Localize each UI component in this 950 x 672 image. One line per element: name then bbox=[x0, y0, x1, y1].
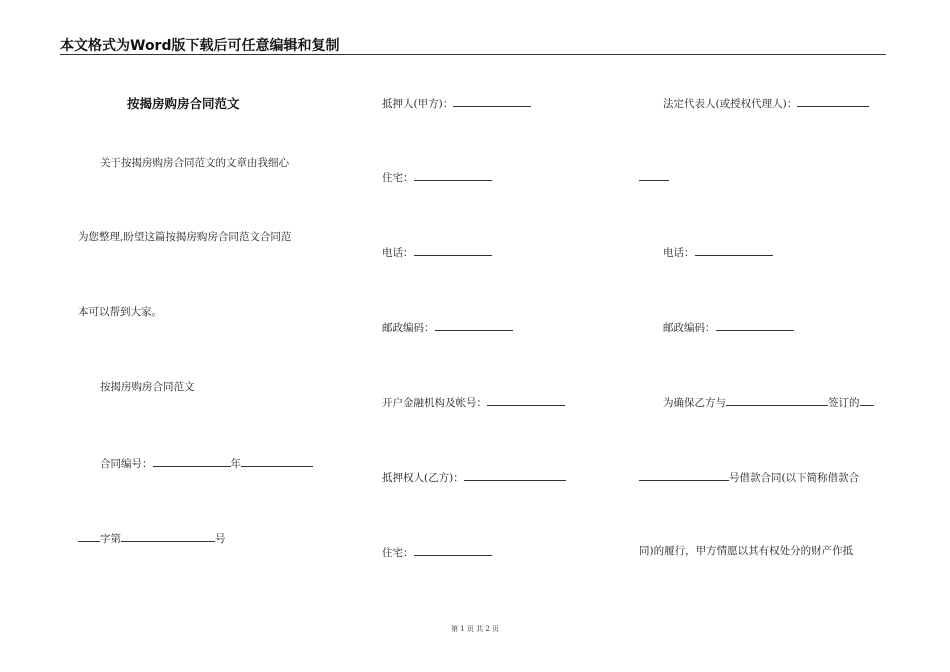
intro-line-3: 本可以帮到大家。 bbox=[78, 306, 162, 318]
serial-number-blank bbox=[121, 529, 215, 542]
loan-contract-number-blank bbox=[639, 468, 729, 481]
postcode-label-1: 邮政编码： bbox=[382, 322, 435, 334]
contract-number-label: 合同编号： bbox=[100, 458, 153, 470]
ensure-text-1: 为确保乙方与 bbox=[663, 397, 726, 409]
bank-account-blank bbox=[487, 393, 565, 406]
performance-clause-line: 同)的履行，甲方情愿以其有权处分的财产作抵 bbox=[639, 545, 854, 557]
document-title: 按揭房购房合同范文 bbox=[127, 96, 240, 111]
phone-blank-2 bbox=[695, 243, 773, 256]
legal-representative-continuation bbox=[639, 168, 669, 184]
postcode-blank-2 bbox=[716, 318, 794, 331]
intro-line-2: 为您整理,盼望这篇按揭房购房合同范文合同范 bbox=[78, 231, 292, 243]
mortgagor-label: 抵押人(甲方)： bbox=[382, 98, 454, 110]
mortgagor-line bbox=[382, 94, 531, 111]
document-header: 本文格式为Word版下载后可任意编辑和复制 bbox=[60, 38, 340, 54]
intro-line-1: 关于按揭房购房合同范文的文章由我细心 bbox=[100, 157, 289, 169]
residence-blank-2 bbox=[414, 543, 492, 556]
ensure-clause-line bbox=[663, 393, 874, 410]
residence-line-1 bbox=[382, 168, 492, 185]
mortgagor-blank bbox=[453, 94, 531, 107]
section-subtitle: 按揭房购房合同范文 bbox=[100, 381, 195, 393]
postcode-label-2: 邮政编码： bbox=[663, 322, 716, 334]
loan-contract-line bbox=[639, 468, 859, 485]
bank-account-line bbox=[382, 393, 565, 410]
contract-number-line bbox=[100, 454, 313, 471]
header-rule bbox=[60, 54, 886, 55]
phone-label-1: 电话： bbox=[382, 247, 414, 259]
legal-representative-blank-continued bbox=[639, 168, 669, 181]
postcode-line-1 bbox=[382, 318, 513, 335]
legal-representative-label: 法定代表人(或授权代理人)： bbox=[663, 98, 798, 110]
phone-label-2: 电话： bbox=[663, 247, 695, 259]
party-b-blank bbox=[726, 393, 828, 406]
mortgagee-line bbox=[382, 468, 566, 485]
ensure-text-2: 签订的 bbox=[828, 397, 860, 409]
mortgagee-blank bbox=[464, 468, 566, 481]
bank-account-label: 开户金融机构及帐号： bbox=[382, 397, 487, 409]
legal-representative-line bbox=[663, 94, 869, 111]
residence-blank-1 bbox=[414, 168, 492, 181]
phone-blank-1 bbox=[414, 243, 492, 256]
signed-blank bbox=[860, 393, 874, 406]
residence-label-2: 住宅： bbox=[382, 547, 414, 559]
zi-prefix-blank bbox=[78, 529, 100, 542]
phone-line-1 bbox=[382, 243, 492, 260]
contract-serial-line bbox=[78, 529, 226, 546]
residence-label-1: 住宅： bbox=[382, 172, 414, 184]
postcode-blank-1 bbox=[435, 318, 513, 331]
year-label: 年 bbox=[230, 458, 241, 470]
year-suffix-blank bbox=[241, 454, 313, 467]
zi-di-label: 字第 bbox=[100, 533, 121, 545]
phone-line-2 bbox=[663, 243, 773, 260]
hao-label: 号 bbox=[215, 533, 226, 545]
legal-representative-blank bbox=[797, 94, 869, 107]
postcode-line-2 bbox=[663, 318, 794, 335]
residence-line-2 bbox=[382, 543, 492, 560]
page-footer: 第 1 页 共 2 页 bbox=[450, 625, 500, 633]
loan-contract-text: 号借款合同(以下简称借款合 bbox=[729, 472, 860, 484]
mortgagee-label: 抵押权人(乙方)： bbox=[382, 472, 464, 484]
contract-number-blank bbox=[153, 454, 231, 467]
